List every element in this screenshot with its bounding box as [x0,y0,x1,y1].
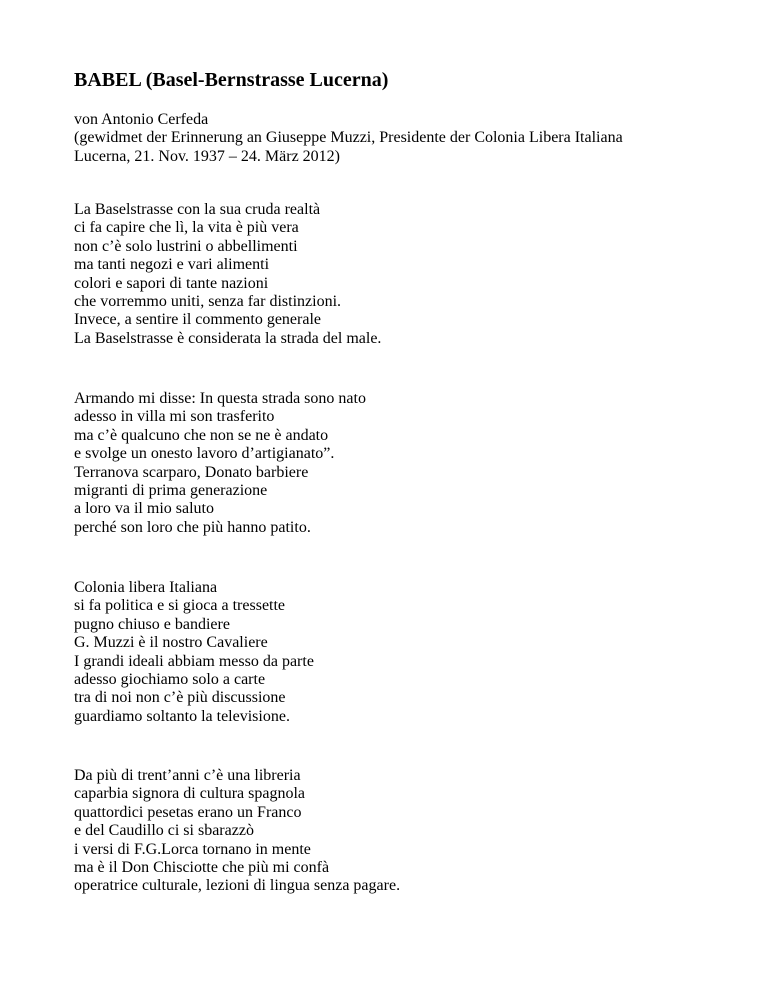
verse-line: ma è il Don Chisciotte che più mi confà [74,858,330,876]
stanza-4 [74,767,400,896]
verse-line: ci fa capire che lì, la vita è più vera [74,219,299,237]
verse-line: adesso giochiamo solo a carte [74,670,266,688]
stanza-3 [74,579,314,726]
verse-line: migranti di prima generazione [74,481,268,499]
verse-line: si fa politica e si gioca a tressette [74,597,286,615]
verse-line: La Baselstrasse con la sua cruda realtà [74,201,321,218]
verse-line: Da più di trent’anni c’è una libreria [74,767,301,784]
verse-line: e del Caudillo ci si sbarazzò [74,822,254,840]
verse-line: e svolge un onesto lavoro d’artigianato”. [74,445,335,463]
verse-line: a loro va il mio saluto [74,500,214,518]
verse-line: I grandi ideali abbiam messo da parte [74,652,314,670]
verse-line: guardiamo soltanto la televisione. [74,707,290,725]
verse-line: G. Muzzi è il nostro Cavaliere [74,634,268,652]
stanza-1 [74,201,381,348]
poem-title: BABEL (Basel-Bernstrasse Lucerna) [74,69,389,91]
verse-line: quattordici pesetas erano un Franco [74,803,302,821]
verse-line: perché son loro che più hanno patito. [74,518,311,536]
verse-line: che vorremmo uniti, senza far distinzioni. [74,292,342,310]
verse-line: Invece, a sentire il commento generale [74,311,321,329]
dedication-line: Lucerna, 21. Nov. 1937 – 24. März 2012) [74,147,341,165]
verse-line: La Baselstrasse è considerata la strada del male. [74,329,382,347]
verse-line: adesso in villa mi son trasferito [74,408,275,426]
verse-line: caparbia signora di cultura spagnola [74,785,306,803]
stanza-2 [74,390,366,537]
verse-line: i versi di F.G.Lorca tornano in mente [74,840,311,858]
verse-line: non c’è solo lustrini o abbellimenti [74,237,298,255]
verse-line: tra di noi non c’è più discussione [74,689,286,707]
verse-line: ma tanti negozi e vari alimenti [74,256,270,274]
verse-line: colori e sapori di tante nazioni [74,274,269,292]
verse-line: pugno chiuso e bandiere [74,615,230,633]
author-line: von Antonio Cerfeda [74,111,209,128]
dedication-line: (gewidmet der Erinnerung an Giuseppe Muzzi, Presidente der Colonia Libera Italiana [74,129,623,147]
verse-line: Colonia libera Italiana [74,579,218,596]
verse-line: ma c’è qualcuno che non se ne è andato [74,426,329,444]
verse-line: Terranova scarparo, Donato barbiere [74,463,309,481]
verse-line: Armando mi disse: In questa strada sono nato [74,390,366,407]
byline-block [74,111,623,166]
verse-line: operatrice culturale, lezioni di lingua senza pagare. [74,877,401,895]
